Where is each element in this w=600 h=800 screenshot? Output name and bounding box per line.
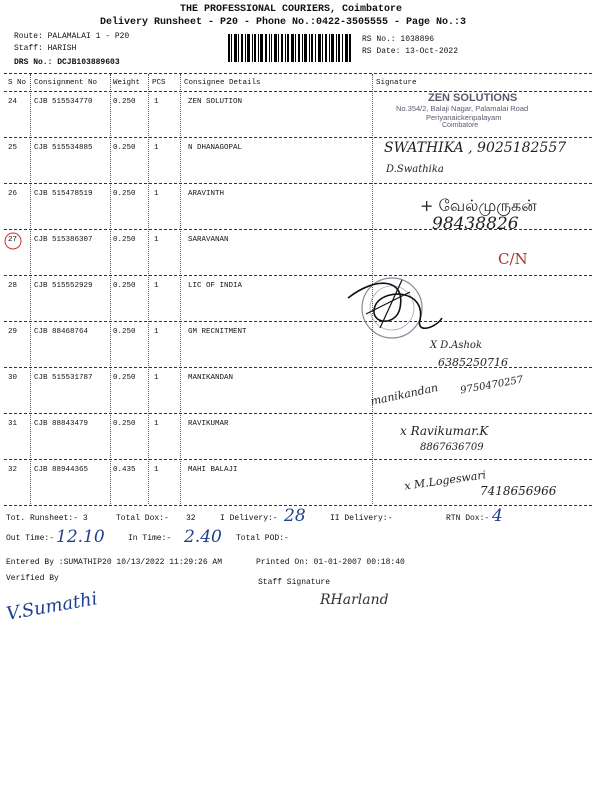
row26-phone: 98438826 <box>432 214 519 234</box>
row-rule <box>4 321 592 322</box>
row-sno: 25 <box>8 144 18 152</box>
entered-by: Entered By :SUMATHIP20 10/13/2022 11:29:26 AM <box>6 558 223 567</box>
row32-receiver: x M.Logeswari <box>403 468 487 493</box>
rs-number: RS No.: 1038896 <box>362 35 435 44</box>
row-rule <box>4 413 592 414</box>
row31-receiver: x Ravikumar.K <box>400 424 489 438</box>
row-weight: 0.250 <box>113 236 136 244</box>
row-weight: 0.250 <box>113 190 136 198</box>
table-top-rule <box>4 73 592 74</box>
row25-signature: D.Swathika <box>386 164 444 175</box>
row32-phone: 7418656966 <box>480 484 557 498</box>
row-consignment: CJB 515531787 <box>34 374 93 382</box>
row-pcs: 1 <box>154 420 159 428</box>
row-consignment: CJB 88468764 <box>34 328 89 336</box>
rs-date: RS Date: 13-Oct-2022 <box>362 47 459 56</box>
col-consignee: Consignee Details <box>184 79 261 87</box>
row-sno: 24 <box>8 98 18 106</box>
route-label: Route: PALAMALAI 1 - P20 <box>14 32 130 41</box>
stamp-company: ZEN SOLUTIONS <box>428 92 518 104</box>
row-consignment: CJB 515534770 <box>34 98 93 106</box>
row-sno: 29 <box>8 328 18 336</box>
row-consignee: ZEN SOLUTION <box>188 98 243 106</box>
printed-on: Printed On: 01-01-2007 00:18:40 <box>256 558 405 567</box>
tot-runsheet: Tot. Runsheet:- 3 <box>6 514 88 523</box>
row-pcs: 1 <box>154 466 159 474</box>
row-rule <box>4 137 592 138</box>
row27-note: C/N <box>498 250 528 268</box>
row-pcs: 1 <box>154 190 159 198</box>
staff-signature-label: Staff Signature <box>258 578 331 587</box>
row-consignment: CJB 515478519 <box>34 190 93 198</box>
staff-signature: RHarland <box>320 592 389 608</box>
row-consignment: CJB 88944365 <box>34 466 89 474</box>
stamp-address1: No.354/2, Balaji Nagar, Palamalai Road <box>396 104 529 113</box>
row-pcs: 1 <box>154 98 159 106</box>
row-weight: 0.250 <box>113 98 136 106</box>
row-rule <box>4 183 592 184</box>
stamp-address2: Periyanaickenpalayam <box>426 113 502 122</box>
total-dox-label: Total Dox:- <box>116 514 169 523</box>
row-consignment: CJB 515534885 <box>34 144 93 152</box>
i-delivery-label: I Delivery:- <box>220 514 278 523</box>
row30-phone: 9750470257 <box>459 374 525 397</box>
row-weight: 0.250 <box>113 282 136 290</box>
row-weight: 0.435 <box>113 466 136 474</box>
row-consignee: N DHANAGOPAL <box>188 144 243 152</box>
row-sno: 30 <box>8 374 18 382</box>
rtn-dox-value: 4 <box>492 506 503 526</box>
row26-tamil-name: + வேல்முருகன் <box>420 196 537 215</box>
col-pcs: PCS <box>152 79 166 87</box>
row-consignee: LIC OF INDIA <box>188 282 243 290</box>
row-sno: 28 <box>8 282 18 290</box>
row-consignee: MAHI BALAJI <box>188 466 238 474</box>
row29-receiver: X D.Ashok <box>430 340 483 351</box>
total-dox-value: 32 <box>186 514 196 523</box>
row25-receiver: SWATHIKA , 9025182557 <box>384 140 567 156</box>
row-weight: 0.250 <box>113 328 136 336</box>
i-delivery-value: 28 <box>284 506 306 526</box>
row-consignee: SARAVANAN <box>188 236 229 244</box>
row-sno: 32 <box>8 466 18 474</box>
out-time-label: Out Time:- <box>6 534 55 543</box>
col-sno: S No <box>8 79 27 87</box>
row-weight: 0.250 <box>113 144 136 152</box>
row-consignment: CJB 88843479 <box>34 420 89 428</box>
company-stamp <box>392 92 562 136</box>
column-divider <box>30 74 31 504</box>
row-pcs: 1 <box>154 282 159 290</box>
row-consignee: GM RECNITMENT <box>188 328 247 336</box>
row-rule <box>4 275 592 276</box>
row-consignment: CJB 515386307 <box>34 236 93 244</box>
barcode-image <box>228 34 352 62</box>
row-pcs: 1 <box>154 374 159 382</box>
verified-by-label: Verified By <box>6 574 59 583</box>
in-time-label: In Time:- <box>128 534 172 543</box>
row-consignee: RAVIKUMAR <box>188 420 229 428</box>
col-signature: Signature <box>376 79 417 87</box>
runsheet-subtitle: Delivery Runsheet - P20 - Phone No.:0422-3505555 - Page No.:3 <box>100 17 467 28</box>
row-pcs: 1 <box>154 328 159 336</box>
in-time-value: 2.40 <box>184 527 222 547</box>
ii-delivery-label: II Delivery:- <box>330 514 393 523</box>
row-consignee: ARAVINTH <box>188 190 225 198</box>
row30-receiver: manikandan <box>369 381 440 408</box>
column-divider <box>180 74 181 504</box>
row-pcs: 1 <box>154 236 159 244</box>
row-consignee: MANIKANDAN <box>188 374 234 382</box>
total-pod-label: Total POD:- <box>236 534 289 543</box>
column-divider <box>110 74 111 504</box>
row31-phone: 8867636709 <box>420 442 484 453</box>
row-consignment: CJB 515552929 <box>34 282 93 290</box>
signature-scribble-image <box>336 268 448 348</box>
verified-signature: V.Sumathi <box>4 588 100 625</box>
stamp-address3: Coimbatore <box>442 122 479 129</box>
row-sno: 31 <box>8 420 18 428</box>
row-sno: 27 <box>8 236 18 244</box>
row-weight: 0.250 <box>113 374 136 382</box>
row-rule <box>4 459 592 460</box>
staff-label: Staff: HARISH <box>14 44 77 53</box>
out-time-value: 12.10 <box>56 527 105 547</box>
drs-number: DRS No.: DCJB103889603 <box>14 58 120 67</box>
row-sno: 26 <box>8 190 18 198</box>
company-title: THE PROFESSIONAL COURIERS, Coimbatore <box>180 4 403 15</box>
column-divider <box>148 74 149 504</box>
row29-phone: 6385250716 <box>438 356 508 369</box>
row-weight: 0.250 <box>113 420 136 428</box>
rtn-dox-label: RTN Dox:- <box>446 514 490 523</box>
col-weight: Weight <box>113 79 141 87</box>
row-pcs: 1 <box>154 144 159 152</box>
col-consignment: Consignment No <box>34 79 98 87</box>
